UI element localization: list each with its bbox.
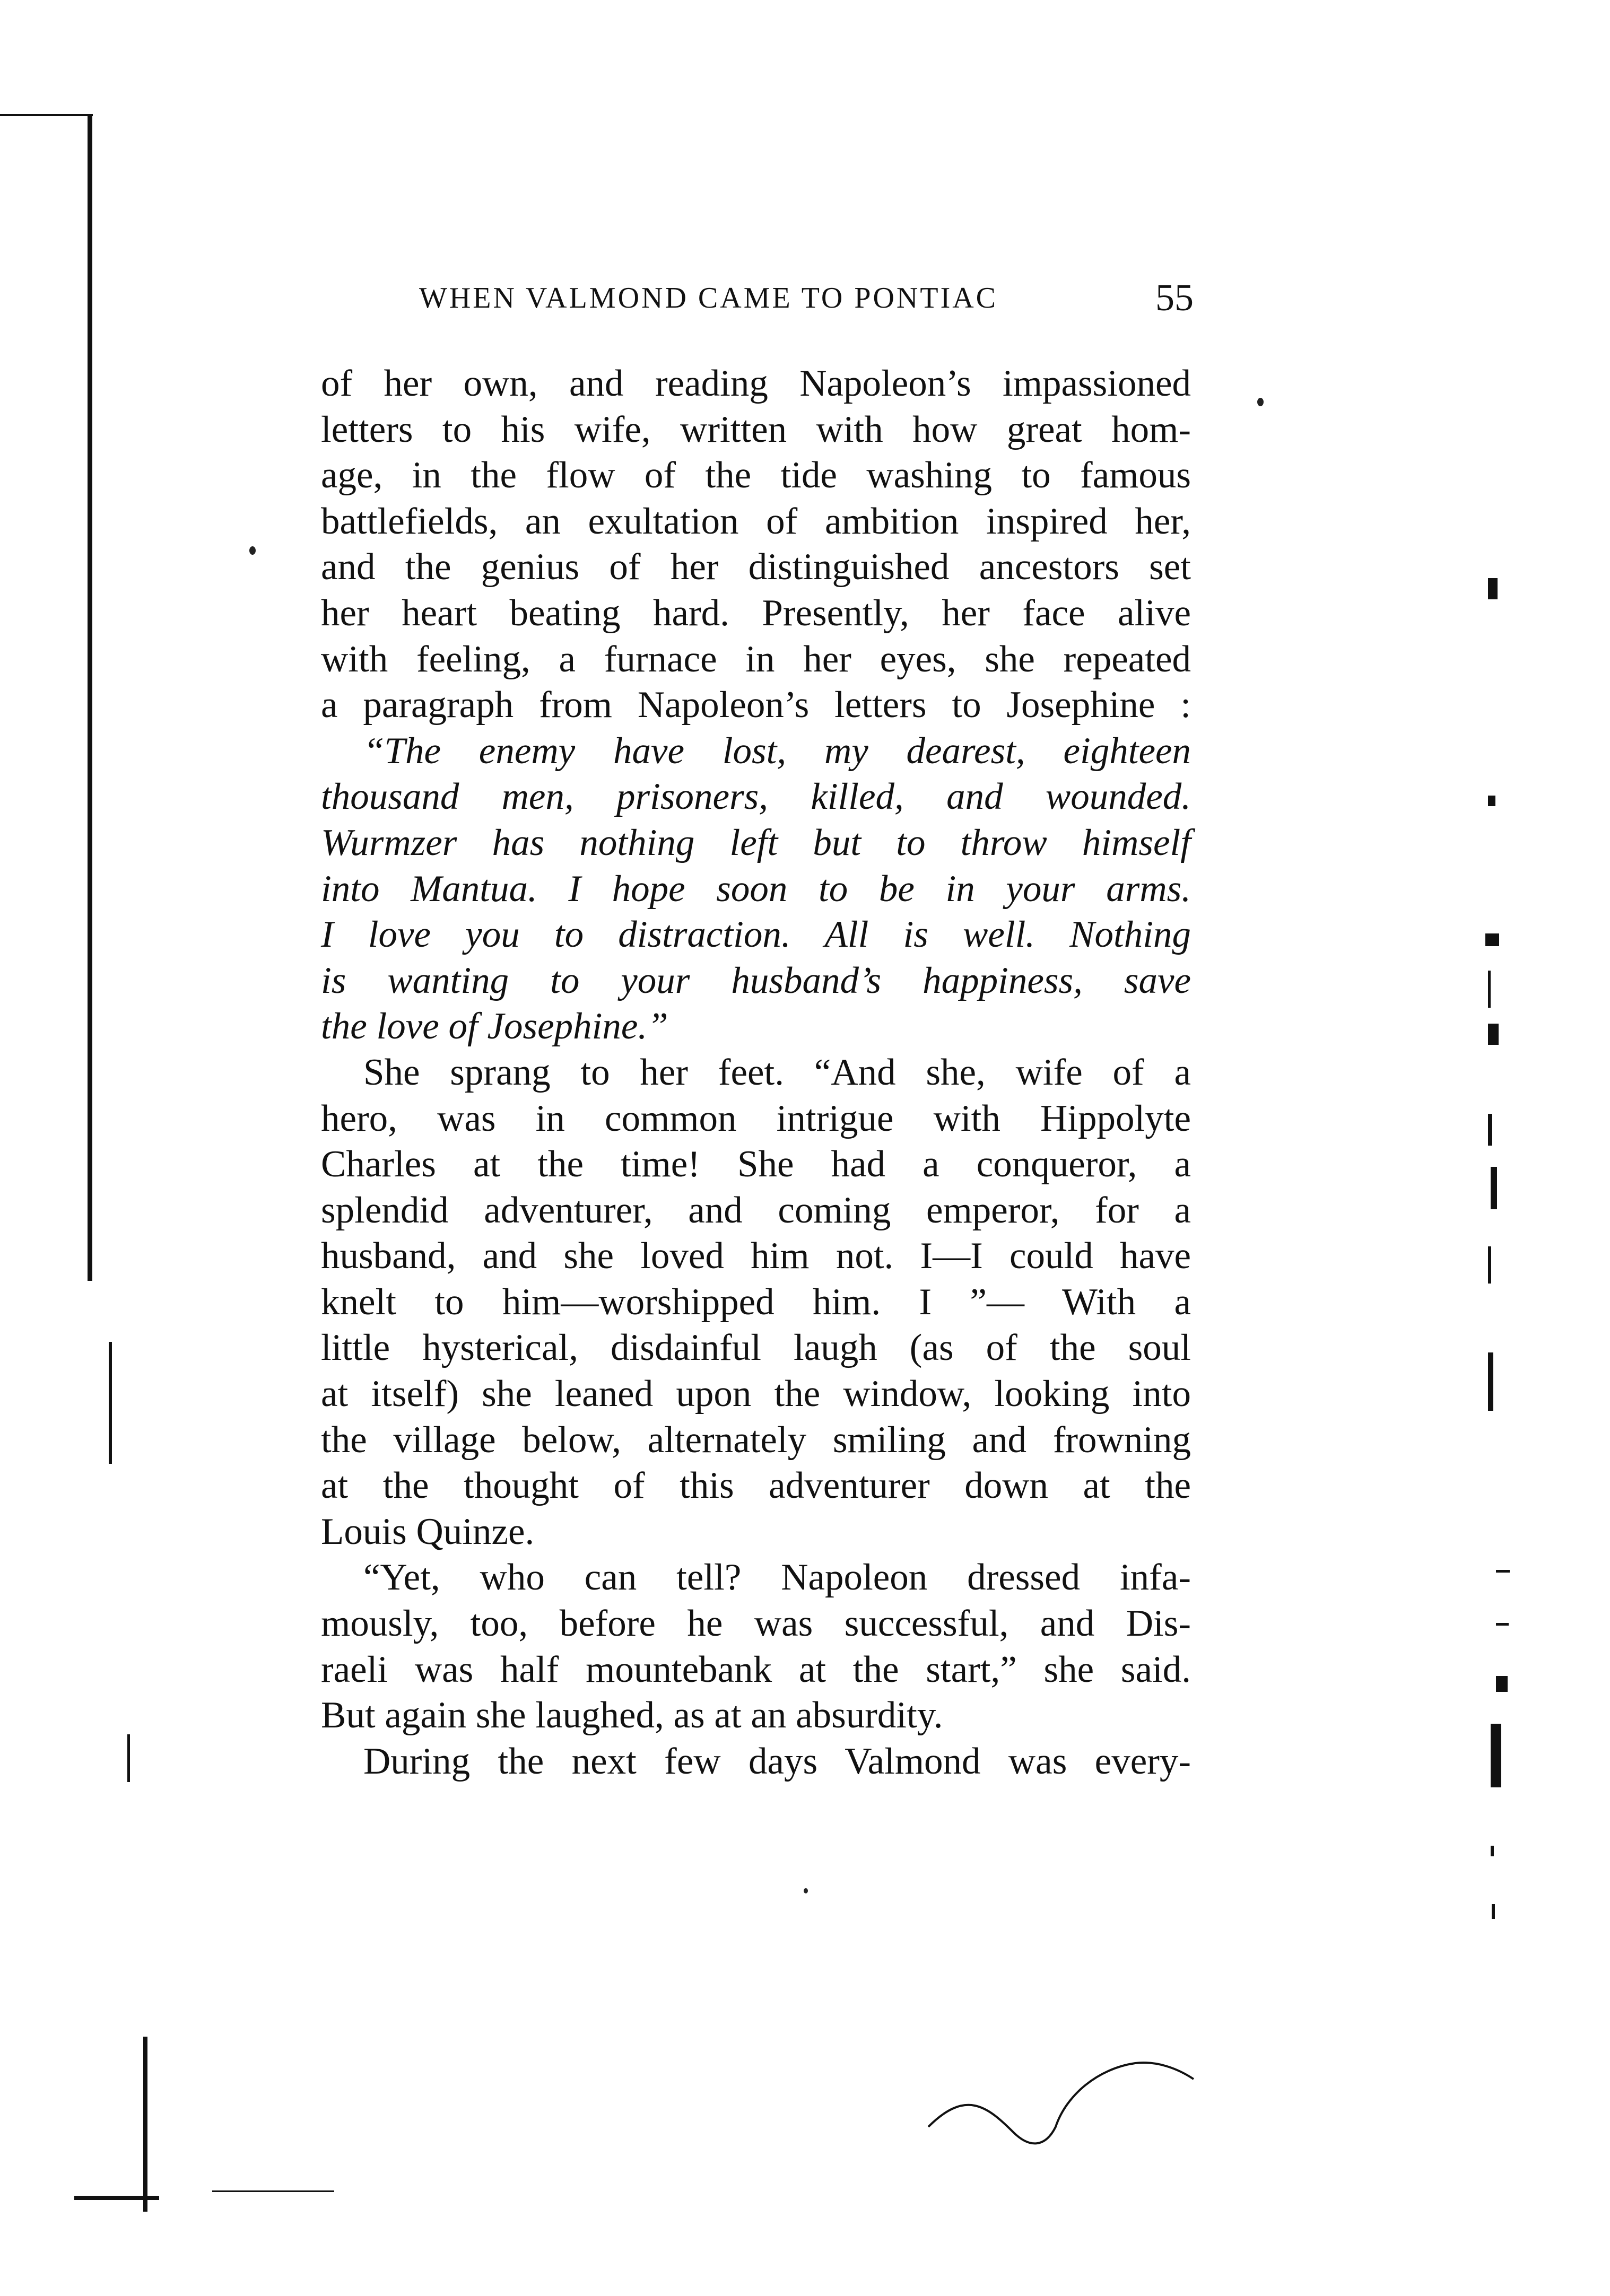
binding-edge-top [0,114,93,116]
text-line: But again she laughed, as at an absurdity. [321,1695,943,1736]
text-line: with feeling, a furnace in her eyes, she repeated [321,638,1191,680]
text-line: “The enemy have lost, my dearest, eighteen [363,730,1191,772]
binding-edge-segment [127,1734,130,1782]
text-line: letters to his wife, written with how great hom- [321,408,1191,450]
right-margin-mark [1488,1352,1493,1411]
text-line: raeli was half mountebank at the start,” she said. [321,1648,1191,1690]
text-line: Charles at the time! She had a conqueror, a [321,1143,1191,1185]
text-line: Wurmzer has nothing left but to throw himself [321,822,1191,863]
right-margin-mark [1496,1570,1510,1573]
text-line: Louis Quinze. [321,1511,535,1552]
right-margin-mark [1488,796,1495,806]
running-head [419,276,1194,324]
right-margin-mark [1496,1676,1508,1692]
text-line: splendid adventurer, and coming emperor, for a [321,1189,1191,1231]
text-line: little hysterical, disdainful laugh (as of the soul [321,1327,1191,1369]
text-line: mously, too, before he was successful, and Dis- [321,1603,1191,1645]
right-margin-mark [1488,578,1498,599]
text-line: knelt to him—worshipped him. I ”— With a [321,1281,1191,1323]
text-line: age, in the flow of the tide washing to famous [321,455,1191,496]
margin-speck [804,1888,808,1893]
text-line: a paragraph from Napoleon’s letters to Josephine : [321,684,1191,726]
right-margin-mark [1492,1904,1495,1919]
text-line: is wanting to your husband’s happiness, save [321,959,1191,1001]
binding-edge-segment [109,1342,112,1464]
text-line: husband, and she loved him not. I—I could have [321,1235,1191,1277]
right-margin-mark [1488,1114,1492,1146]
text-line: at itself) she leaned upon the window, looking into [321,1373,1191,1415]
text-line: “Yet, who can tell? Napoleon dressed infa- [363,1557,1191,1599]
right-margin-mark [1488,1024,1499,1045]
text-line: into Mantua. I hope soon to be in your arms. [321,868,1191,910]
running-title: WHEN VALMOND CAME TO PONTIAC [419,282,998,315]
right-margin-mark [1496,1623,1509,1626]
body-text [321,361,1191,1784]
text-line: the love of Josephine.” [321,1006,668,1047]
right-margin-mark [1485,933,1499,946]
page-number: 55 [1155,276,1194,319]
text-line: I love you to distraction. All is well. Nothing [321,914,1191,956]
right-margin-mark [1491,1846,1494,1856]
right-margin-mark [1491,1724,1501,1787]
binding-edge-foot [74,2196,159,2200]
right-margin-mark [1488,971,1491,1008]
text-line: her heart beating hard. Presently, her face alive [321,592,1191,634]
right-margin-mark [1488,1246,1491,1284]
pen-squiggle-mark [923,2047,1199,2153]
text-line: of her own, and reading Napoleon’s impassioned [321,363,1191,404]
margin-speck [249,546,256,555]
right-margin-mark [1491,1167,1497,1209]
text-line: and the genius of her distinguished ancestors set [321,546,1191,588]
text-line: During the next few days Valmond was every- [363,1740,1191,1782]
footer-rule [212,2190,334,2192]
margin-speck [1257,398,1264,406]
binding-edge-bottom [143,2037,147,2212]
text-line: the village below, alternately smiling and frowning [321,1419,1191,1461]
text-line: battlefields, an exultation of ambition inspired her, [321,500,1191,542]
text-line: thousand men, prisoners, killed, and wounded. [321,776,1191,818]
binding-edge-line [88,114,92,1281]
text-line: at the thought of this adventurer down at the [321,1465,1191,1507]
text-line: hero, was in common intrigue with Hippolyte [321,1097,1191,1139]
text-line: She sprang to her feet. “And she, wife of a [363,1051,1191,1093]
